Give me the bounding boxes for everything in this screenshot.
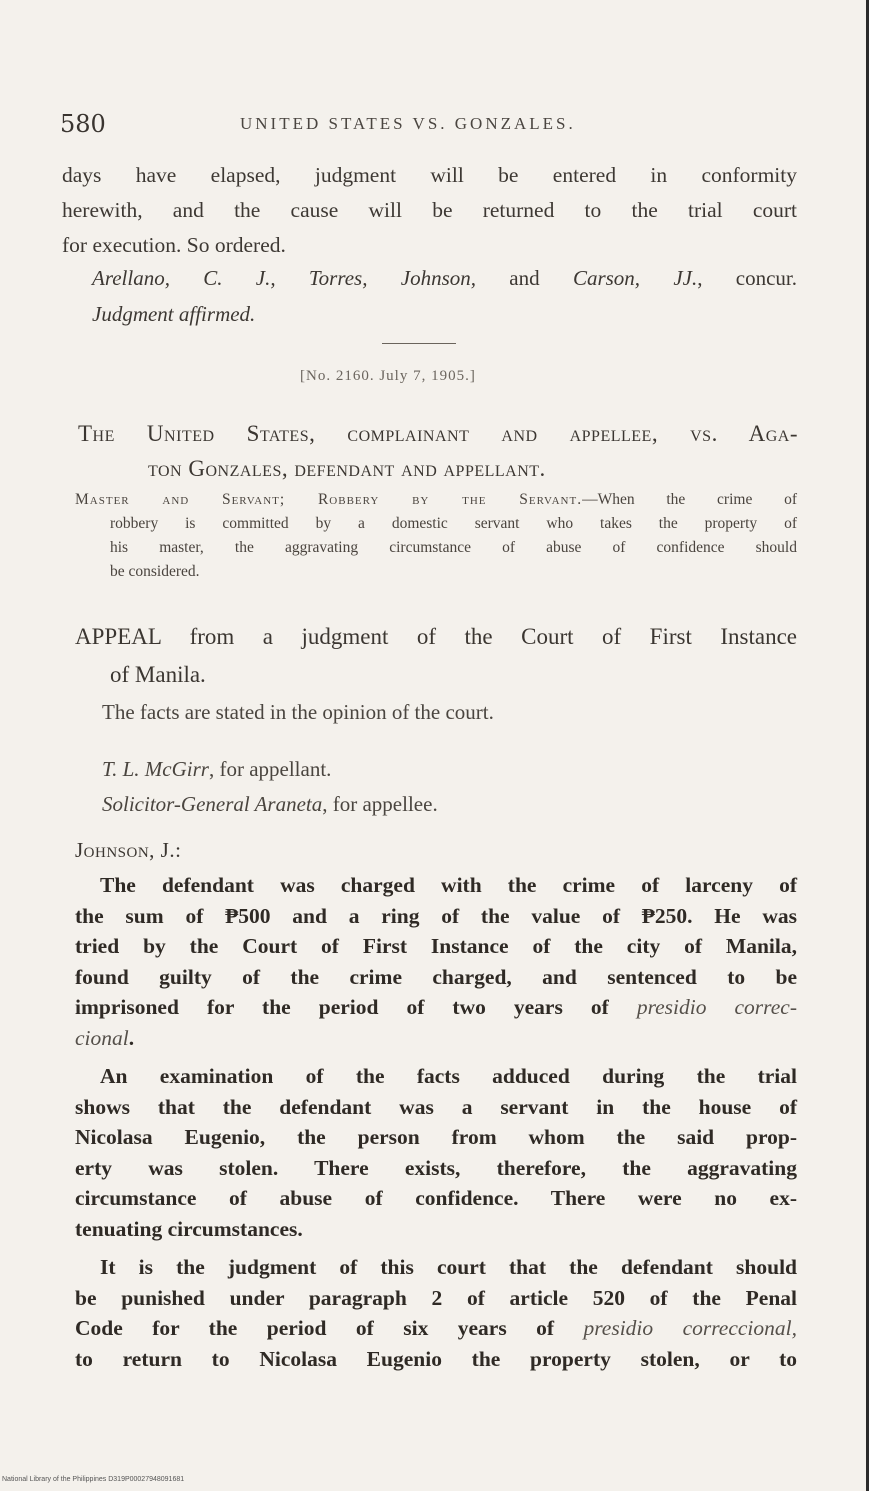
syllabus-line: be considered. (110, 563, 200, 580)
counsel-appellee (102, 787, 438, 822)
text-line: days have elapsed, judgment will be entered in conformity (62, 163, 797, 187)
case-caption (78, 416, 798, 486)
appeal-lead: APPEAL (75, 624, 162, 649)
continuation-text (62, 158, 797, 263)
appellee-counsel-name: Solicitor-General Araneta (102, 792, 323, 816)
running-head: UNITED STATES VS. GONZALES. (240, 114, 576, 133)
concurring-justice-carson: Carson, JJ. (572, 266, 698, 290)
concurrence-and: and (476, 266, 573, 290)
concurrence-line (92, 260, 797, 296)
appeal-statement (75, 618, 797, 694)
counsel-appellant (102, 752, 438, 787)
judgment-result: Judgment affirmed. (92, 302, 256, 326)
opinion-italic: presidio correccional, (583, 1316, 797, 1340)
opinion-line: The defendant was charged with the crime of larceny of (100, 873, 797, 897)
opinion-author: Johnson, J.: (75, 838, 182, 862)
syllabus-text: —When the crime of (582, 491, 798, 508)
section-divider (382, 343, 456, 344)
opinion-italic: cional (75, 1025, 129, 1050)
counsel (102, 752, 438, 822)
docket-number: [No. 2160. July 7, 1905.] (300, 368, 476, 384)
opinion-line: to return to Nicolasa Eugenio the property stolen, or to (75, 1346, 797, 1371)
caption-line: ton Gonzales, defendant and appellant. (148, 456, 546, 481)
appeal-line (75, 618, 797, 656)
opinion-line: shows that the defendant was a servant in the house of (75, 1094, 797, 1119)
opinion-line: the sum of ₱500 and a ring of the value of ₱250. He was (75, 903, 797, 928)
syllabus-line (75, 488, 797, 512)
scan-footer: National Library of the Philippines D319P00027948091681 (2, 1476, 185, 1483)
opinion-line (75, 992, 797, 1023)
page-header (60, 110, 800, 140)
opinion-line (75, 1313, 797, 1344)
syllabus-heading: Master and Servant; Robbery by the Servant. (75, 491, 583, 508)
opinion-text: . (128, 1025, 135, 1050)
opinion-line (75, 1023, 797, 1054)
text-line: herewith, and the cause will be returned to the trial court (62, 198, 797, 222)
opinion-line: It is the judgment of this court that the defendant should (100, 1255, 797, 1279)
opinion-line: Nicolasa Eugenio, the person from whom the said prop- (75, 1125, 797, 1149)
opinion-line: tenuating circumstances. (75, 1216, 303, 1241)
opinion-body (75, 870, 797, 1374)
caption-line: The United States, complainant and appellee, vs. Aga- (78, 421, 798, 446)
text-line: for execution. So ordered. (62, 233, 286, 257)
page-number: 580 (60, 110, 106, 138)
opinion-line: tried by the Court of First Instance of the city of Manila, (75, 934, 797, 958)
appeal-line: of Manila. (110, 662, 206, 687)
syllabus-line: his master, the aggravating circumstance of abuse of confidence should (110, 539, 797, 556)
opinion-line: erty was stolen. There exists, therefore, the aggravating (75, 1155, 797, 1180)
facts-statement: The facts are stated in the opinion of the court. (102, 700, 494, 724)
concurring-justices: Arellano, C. J., Torres, Johnson, (92, 266, 477, 290)
opinion-line: circumstance of abuse of confidence. There were no ex- (75, 1186, 797, 1210)
appellee-role: , for appellee. (322, 792, 438, 816)
syllabus (75, 488, 797, 584)
opinion-italic: presidio correc- (636, 995, 797, 1019)
appellant-counsel-name: T. L. McGirr (102, 757, 209, 781)
opinion-line: An examination of the facts adduced during the trial (100, 1064, 797, 1088)
opinion-line: be punished under paragraph 2 of article 520 of the Penal (75, 1285, 797, 1310)
concurrence (92, 260, 797, 332)
concur-word: , concur. (697, 266, 798, 290)
appellant-role: , for appellant. (208, 757, 332, 781)
syllabus-line: robbery is committed by a domestic servant who takes the property of (110, 515, 797, 532)
opinion-text: Code for the period of six years of (75, 1316, 584, 1340)
appeal-text: from a judgment of the Court of First Instance (161, 624, 797, 649)
opinion-line: found guilty of the crime charged, and sentenced to be (75, 964, 797, 989)
opinion-text: imprisoned for the period of two years of (75, 995, 637, 1019)
